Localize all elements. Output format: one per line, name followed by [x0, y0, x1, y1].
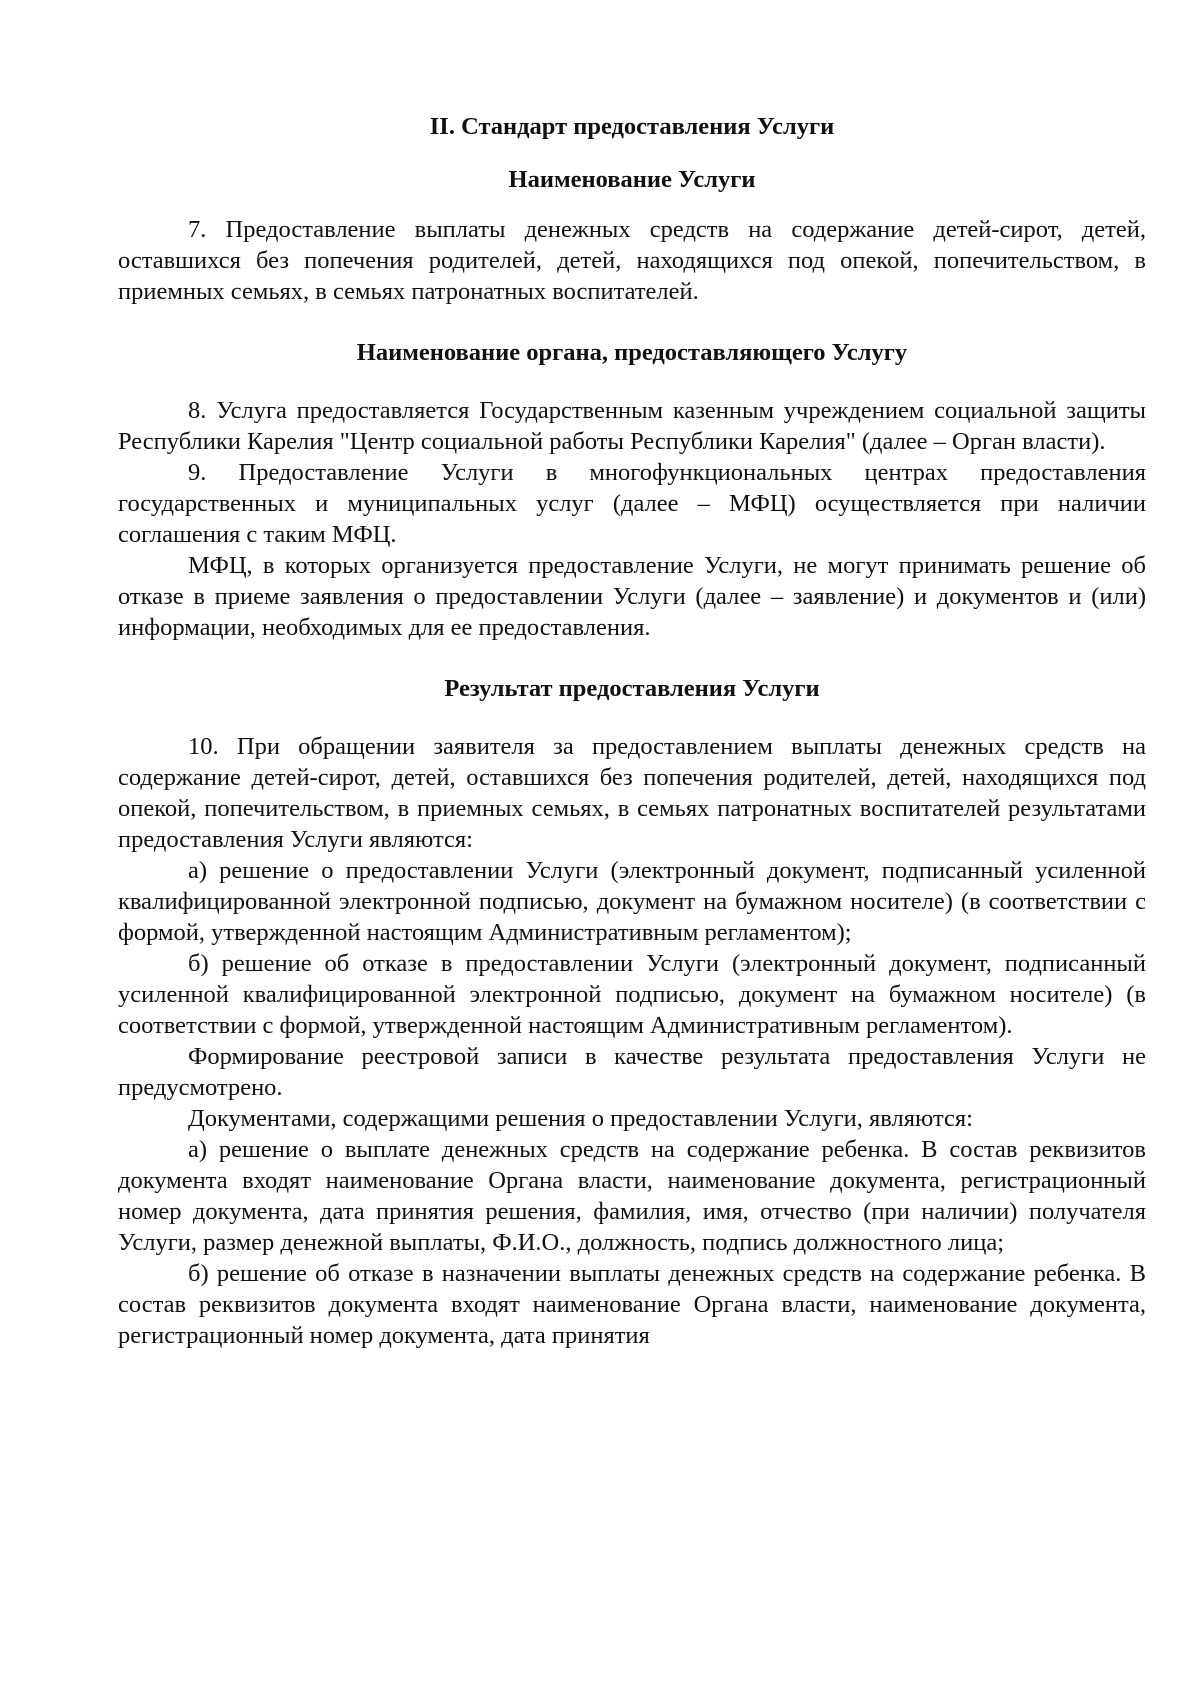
paragraph-10-b: б) решение об отказе в предоставлении Услуги (электронный документ, подписанный усиленной квалифицированной электронной подписью, документ на бумажном носителе) (в соответствии с формой, утвержденной настоящим Административным регламентом).: [118, 950, 1146, 1039]
document-body: [118, 111, 1146, 1351]
paragraph-10-a: а) решение о предоставлении Услуги (электронный документ, подписанный усиленной квалифицированной электронной подписью, документ на бумажном носителе) (в соответствии с формой, утвержденной настоящим Административным регламентом);: [118, 857, 1146, 946]
paragraph-10: 10. При обращении заявителя за предоставлением выплаты денежных средств на содержание детей-сирот, детей, оставшихся без попечения родителей, детей, находящихся под опекой, попечительством, в приемных семьях, в семьях патронатных воспитателей результатами предоставления Услуги являются:: [118, 733, 1146, 853]
paragraph-9-continued: МФЦ, в которых организуется предоставление Услуги, не могут принимать решение об отказе в приеме заявления о предоставлении Услуги (далее – заявление) и документов и (или) информации, необходимых для ее предоставления.: [118, 552, 1146, 641]
paragraph-7: 7. Предоставление выплаты денежных средств на содержание детей-сирот, детей, оставшихся без попечения родителей, детей, находящихся под опекой, попечительством, в приемных семьях, в семьях патронатных воспитателей.: [118, 216, 1146, 305]
paragraph-10-docs-b: б) решение об отказе в назначении выплаты денежных средств на содержание ребенка. В состав реквизитов документа входят наименование Органа власти, наименование документа, регистрационный номер документа, дата принятия: [118, 1260, 1146, 1349]
paragraph-10-registry: Формирование реестровой записи в качестве результата предоставления Услуги не предусмотрено.: [118, 1043, 1146, 1101]
paragraph-9: 9. Предоставление Услуги в многофункциональных центрах предоставления государственных и муниципальных услуг (далее – МФЦ) осуществляется при наличии соглашения с таким МФЦ.: [118, 459, 1146, 548]
heading-result: Результат предоставления Услуги: [444, 675, 820, 702]
heading-service-name: Наименование Услуги: [508, 166, 756, 193]
paragraph-10-docs-a: а) решение о выплате денежных средств на содержание ребенка. В состав реквизитов документа входят наименование Органа власти, наименование документа, регистрационный номер документа, дата принятия решения, фамилия, имя, отчество (при наличии) получателя Услуги, размер денежной выплаты, Ф.И.О., должность, подпись должностного лица;: [118, 1136, 1146, 1256]
paragraph-8: 8. Услуга предоставляется Государственным казенным учреждением социальной защиты Республики Карелия "Центр социальной работы Республики Карелия" (далее – Орган власти).: [118, 397, 1146, 455]
paragraph-10-documents: Документами, содержащими решения о предоставлении Услуги, являются:: [188, 1105, 973, 1132]
heading-authority: Наименование органа, предоставляющего Услугу: [356, 339, 908, 366]
section-title: II. Стандарт предоставления Услуги: [429, 113, 835, 140]
